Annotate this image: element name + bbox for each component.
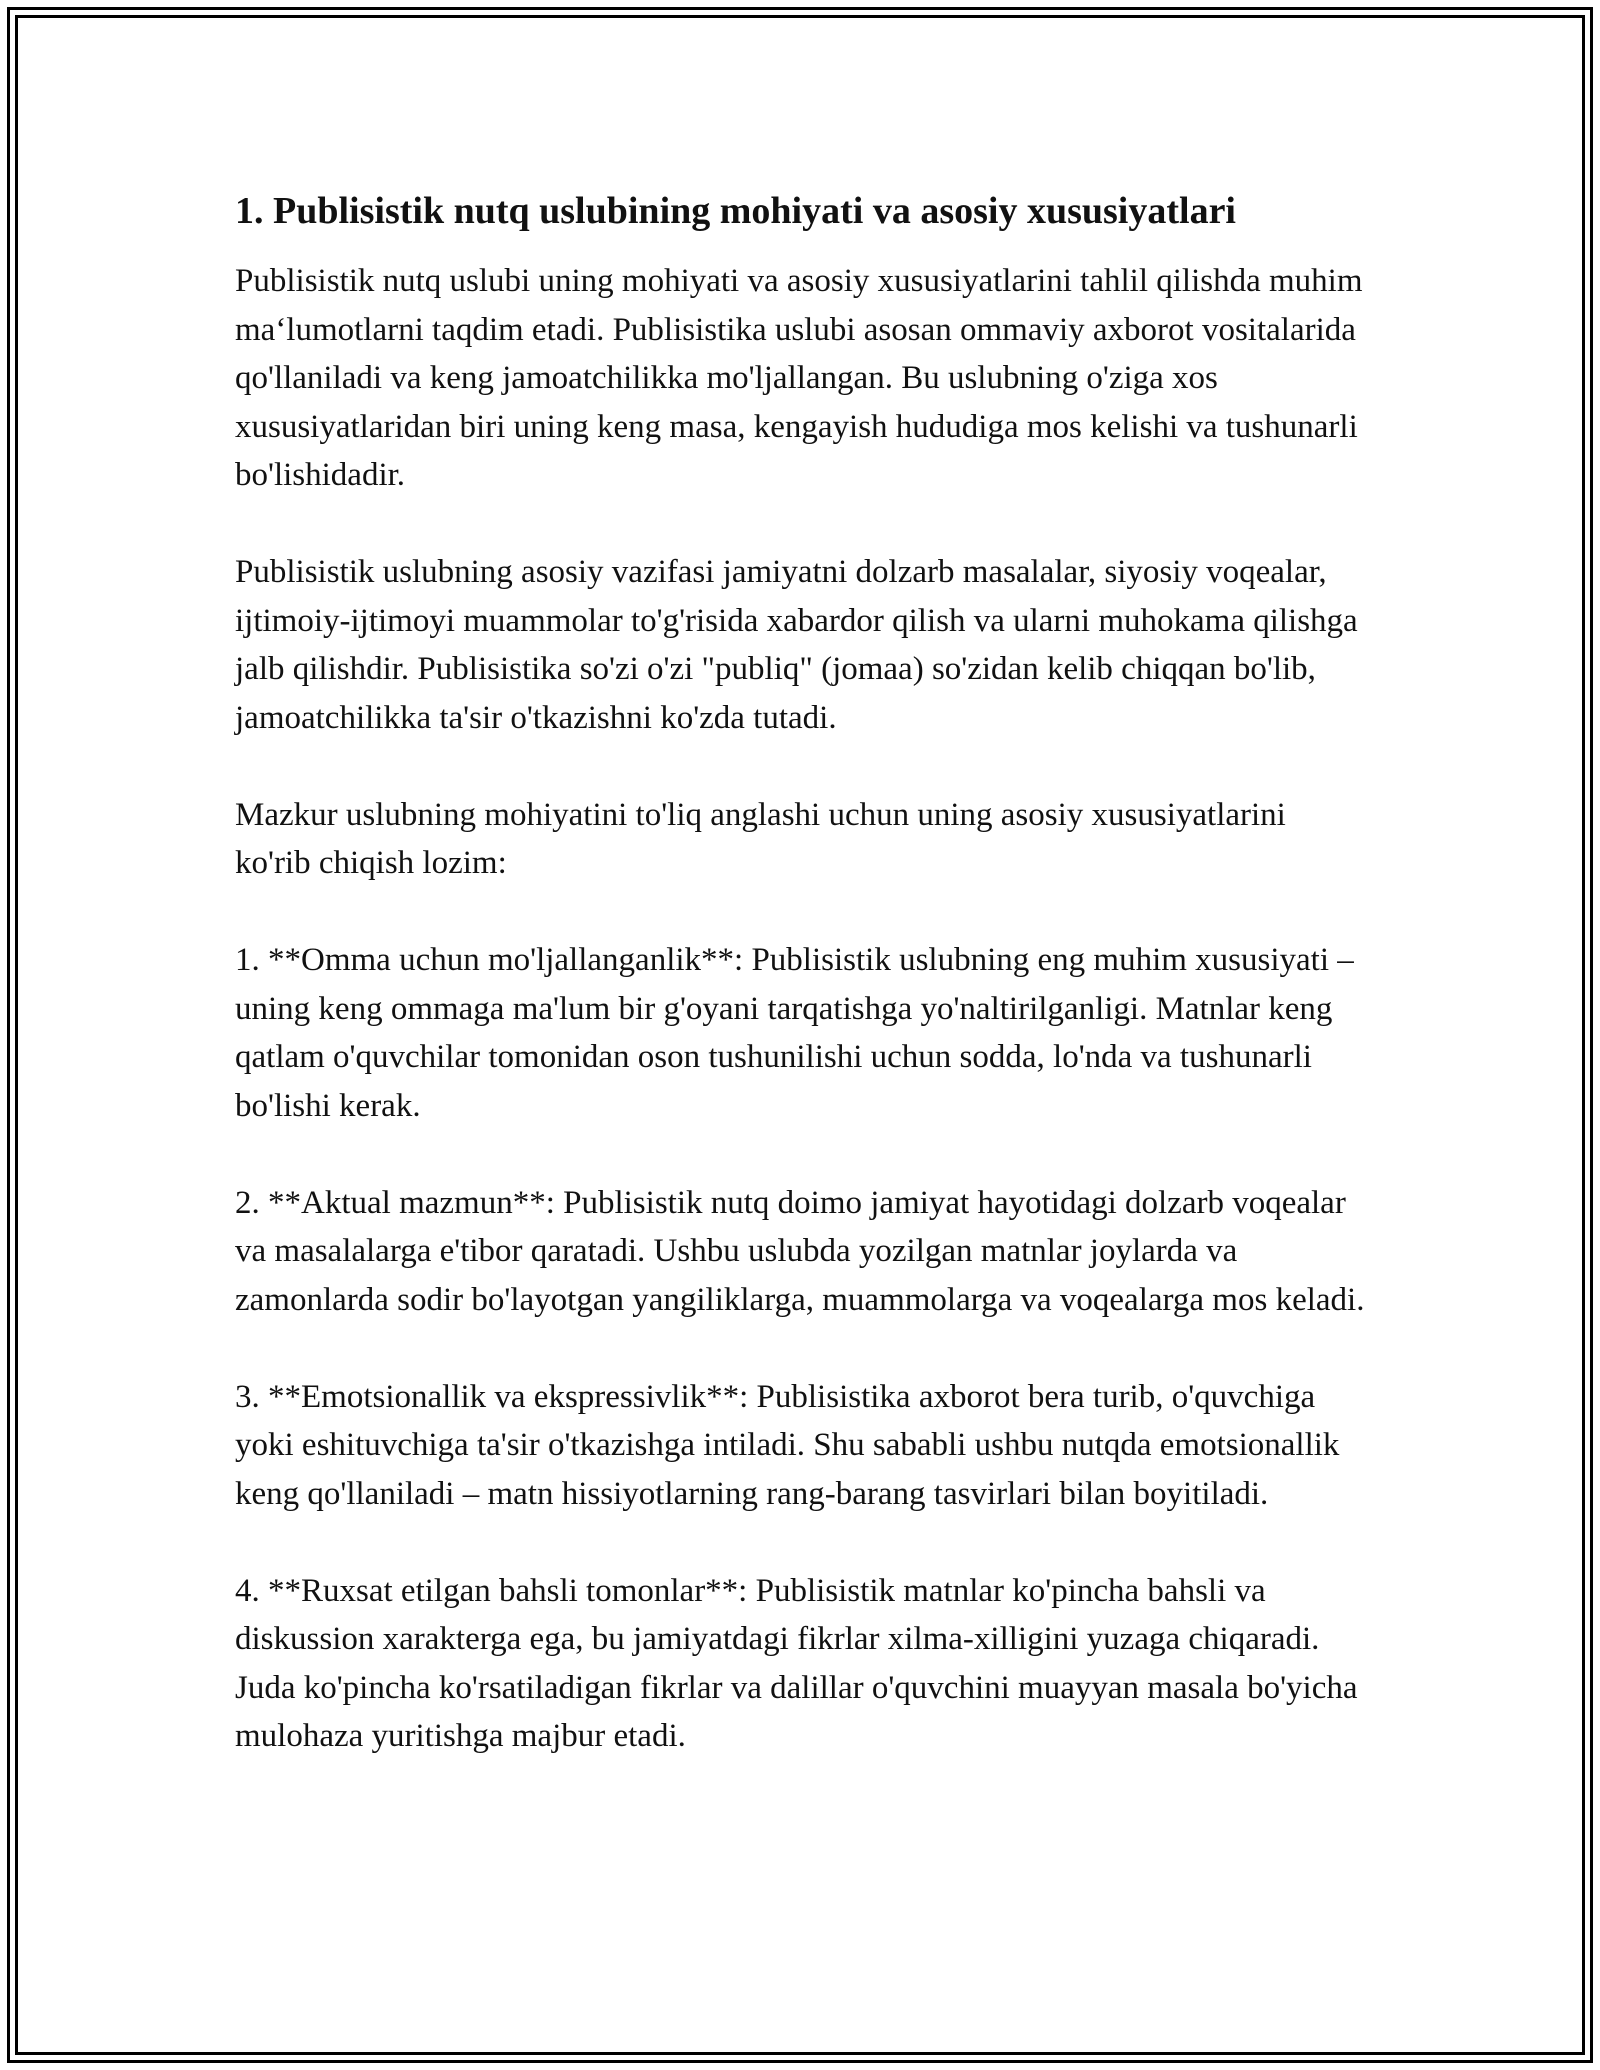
paragraph-intro: Publisistik nutq uslubi uning mohiyati va asosiy xususiyatlarini tahlil qilishda muhim ma‘lumotlarni taqdim etadi. Publisistika uslubi asosan ommaviy axborot vositalarida qo'llaniladi va keng jamoatchilikka mo'ljallangan. Bu uslubning o'ziga xos xususiyatlaridan biri uning keng masa, kengayish hududiga mos kelishi va tushunarli bo'lishidadir. bbox=[235, 263, 1363, 493]
list-item-4: 4. **Ruxsat etilgan bahsli tomonlar**: Publisistik matnlar ko'pincha bahsli va diskussion xarakterga ega, bu jamiyatdagi fikrlar xilma-xilligini yuzaga chiqaradi. Juda ko'pincha ko'rsatiladigan fikrlar va dalillar o'quvchini muayyan masala bo'yicha mulohaza yuritishga majbur etadi. bbox=[235, 1572, 1358, 1754]
paragraph-features-lead: Mazkur uslubning mohiyatini to'liq anglashi uchun uning asosiy xususiyatlarini ko'rib chiqish lozim: bbox=[235, 796, 1286, 881]
list-item-1: 1. **Omma uchun mo'ljallanganlik**: Publisistik uslubning eng muhim xususiyati – uning keng ommaga ma'lum bir g'oyani tarqatishga yo'naltirilganligi. Matnlar keng qatlam o'quvchilar tomonidan oson tushunilishi uchun sodda, lo'nda va tushunarli bo'lishi kerak. bbox=[235, 942, 1354, 1124]
list-item-2: 2. **Aktual mazmun**: Publisistik nutq doimo jamiyat hayotidagi dolzarb voqealar va masalalarga e'tibor qaratadi. Ushbu uslubda yozilgan matnlar joylarda va zamonlarda sodir bo'layotgan yangiliklarga, muammolarga va voqealarga mos keladi. bbox=[235, 1184, 1365, 1318]
page-title: 1. Publisistik nutq uslubining mohiyati va asosiy xususiyatlari bbox=[235, 190, 1236, 232]
document-body bbox=[235, 185, 1365, 1761]
list-item-3: 3. **Emotsionallik va ekspressivlik**: Publisistika axborot bera turib, o'quvchiga yoki eshituvchiga ta'sir o'tkazishga intiladi. Shu sababli ushbu nutqda emotsionallik keng qo'llaniladi – matn hissiyotlarning rang-barang tasvirlari bilan boyitiladi. bbox=[235, 1378, 1340, 1512]
paragraph-purpose: Publisistik uslubning asosiy vazifasi jamiyatni dolzarb masalalar, siyosiy voqealar, ijtimoiy-ijtimoyi muammolar to'g'risida xabardor qilish va ularni muhokama qilishga jalb qilishdir. Publisistika so'zi o'zi "publiq" (jomaa) so'zidan kelib chiqqan bo'lib, jamoatchilikka ta'sir o'tkazishni ko'zda tutadi. bbox=[235, 554, 1358, 736]
